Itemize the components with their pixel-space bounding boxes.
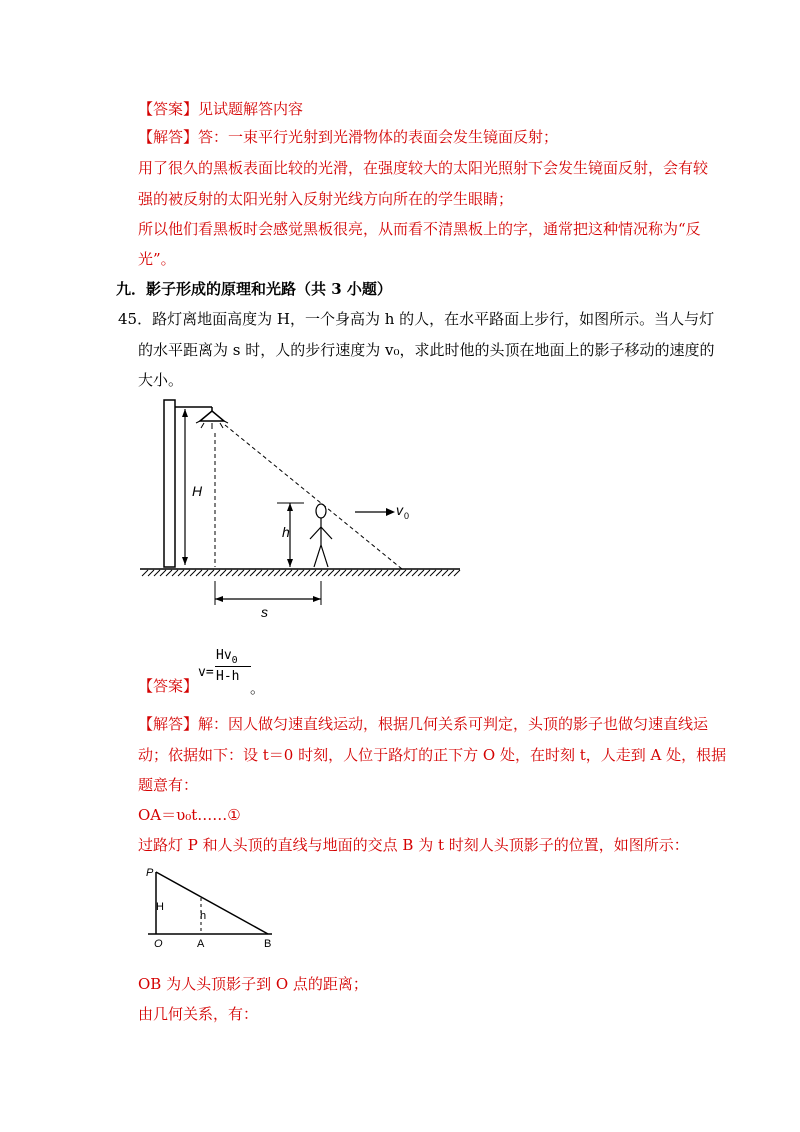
explain2-eq1: OA＝υ₀t……① <box>138 806 241 824</box>
hatch-mark <box>376 570 382 576</box>
question-line-1 <box>118 309 714 329</box>
hatch-mark <box>196 570 202 576</box>
explain-line-1 <box>138 127 558 147</box>
explain2-line-4: 过路灯 P 和人头顶的直线与地面的交点 B 为 t 时刻人头顶影子的位置，如图所示： <box>138 836 689 854</box>
hatch-mark <box>238 570 244 576</box>
label-v-sub: 0 <box>404 511 410 521</box>
hatch-mark <box>346 570 352 576</box>
hatch-mark <box>142 570 148 576</box>
hatch-mark <box>436 570 442 576</box>
label-A: A <box>197 938 205 950</box>
hatch-mark <box>286 570 292 576</box>
explain-tag: 【解答】 <box>138 128 199 146</box>
hatch-mark <box>412 570 418 576</box>
lamp-pole <box>164 400 175 567</box>
explain2-line-2: 动；依据如下：设 t＝0 时刻，人位于路灯的正下方 O 处，在时刻 t，人走到 A 处，根据 <box>138 746 727 764</box>
hatch-mark <box>148 570 154 576</box>
hatch-mark <box>214 570 220 576</box>
hatch-mark <box>268 570 274 576</box>
answer-tag: 【答案】 <box>138 100 199 118</box>
label-H: H <box>192 483 203 499</box>
hatch-mark <box>310 570 316 576</box>
hatch-mark <box>184 570 190 576</box>
hypotenuse-PB <box>156 872 268 934</box>
hatch-mark <box>274 570 280 576</box>
formula-denominator: H-h <box>216 669 240 684</box>
hatch-mark <box>352 570 358 576</box>
lamp-shade-icon <box>200 411 224 421</box>
hatch-mark <box>358 570 364 576</box>
hatch-mark <box>394 570 400 576</box>
streetlamp-diagram <box>130 395 470 620</box>
hatch-mark <box>316 570 322 576</box>
explain-line-2: 用了很久的黑板表面比较的光滑，在强度较大的太阳光照射下会发生镜面反射，会有较 <box>138 159 709 177</box>
explain2-text: 解：因人做匀速直线运动，根据几何关系可判定，头顶的影子也做匀速直线运 <box>198 715 709 733</box>
hatch-mark <box>280 570 286 576</box>
hatch-mark <box>256 570 262 576</box>
light-ray-dashed <box>225 425 402 569</box>
label-s: s <box>261 604 268 620</box>
hatch-mark <box>388 570 394 576</box>
hatch-mark <box>172 570 178 576</box>
explain-line-4: 所以他们看黑板时会感觉黑板很亮，从而看不清黑板上的字，通常把这种情况称为“反 <box>138 220 701 238</box>
hatch-mark <box>292 570 298 576</box>
hatch-mark <box>430 570 436 576</box>
hatch-mark <box>454 570 460 576</box>
hatch-mark <box>208 570 214 576</box>
hatch-mark <box>190 570 196 576</box>
explain2-tag: 【解答】 <box>138 715 199 733</box>
hatch-mark <box>244 570 250 576</box>
hatch-mark <box>160 570 166 576</box>
label-O: O <box>154 938 163 950</box>
hatch-mark <box>178 570 184 576</box>
formula-lhs: v= <box>198 665 214 680</box>
hatch-mark <box>340 570 346 576</box>
hatch-mark <box>322 570 328 576</box>
hatch-mark <box>250 570 256 576</box>
hatch-mark <box>418 570 424 576</box>
question-line-2: 的水平距离为 s 时，人的步行速度为 v₀，求此时他的头顶在地面上的影子移动的速度的 <box>138 341 715 359</box>
question-number: 45． <box>118 310 153 328</box>
hatch-mark <box>262 570 268 576</box>
hatch-mark <box>400 570 406 576</box>
answer2-line <box>138 676 198 696</box>
hatch-mark <box>448 570 454 576</box>
answer2-tag: 【答案】 <box>138 677 199 695</box>
explain-line-3: 强的被反射的太阳光射入反射光线方向所在的学生眼睛； <box>138 190 514 208</box>
hatch-mark <box>304 570 310 576</box>
label-B: B <box>264 938 272 950</box>
hatch-mark <box>334 570 340 576</box>
hatch-mark <box>370 570 376 576</box>
question-line-3: 大小。 <box>138 371 184 389</box>
hatch-mark <box>364 570 370 576</box>
hatch-mark <box>166 570 172 576</box>
hatch-mark <box>298 570 304 576</box>
explain2-line-5: OB 为人头顶影子到 O 点的距离； <box>138 975 368 993</box>
hatch-mark <box>202 570 208 576</box>
formula-end: 。 <box>250 679 266 697</box>
answer-text: 见试题解答内容 <box>198 100 304 118</box>
person-figure-icon <box>310 504 332 567</box>
hatch-mark <box>220 570 226 576</box>
hatch-mark <box>442 570 448 576</box>
hatch-mark <box>382 570 388 576</box>
answer-line-1 <box>138 99 303 119</box>
label-h: h <box>282 524 290 540</box>
ground-hatching <box>142 570 460 576</box>
triangle-diagram <box>140 862 290 954</box>
question-text: 路灯离地面高度为 H，一个身高为 h 的人，在水平路面上步行，如图所示。当人与灯 <box>152 310 715 328</box>
label-H2: H <box>156 901 164 913</box>
explain-line-5: 光”。 <box>138 250 176 268</box>
lamp-rays-icon <box>196 421 228 429</box>
hatch-mark <box>406 570 412 576</box>
explain2-line-3: 题意有： <box>138 776 199 794</box>
label-v: v <box>396 502 403 518</box>
hatch-mark <box>232 570 238 576</box>
fraction-bar <box>215 666 251 667</box>
hatch-mark <box>154 570 160 576</box>
section-title: 九．影子形成的原理和光路（共 3 小题） <box>116 280 392 298</box>
label-h2: h <box>200 910 207 922</box>
hatch-mark <box>328 570 334 576</box>
explain2-line-6: 由几何关系，有： <box>138 1005 259 1023</box>
hatch-mark <box>424 570 430 576</box>
formula-numerator: $Hv_0$ <box>216 648 238 666</box>
label-P: P <box>146 867 154 879</box>
explain-text: 答：一束平行光射到光滑物体的表面会发生镜面反射； <box>198 128 559 146</box>
explain2-line-1 <box>138 714 708 734</box>
hatch-mark <box>226 570 232 576</box>
